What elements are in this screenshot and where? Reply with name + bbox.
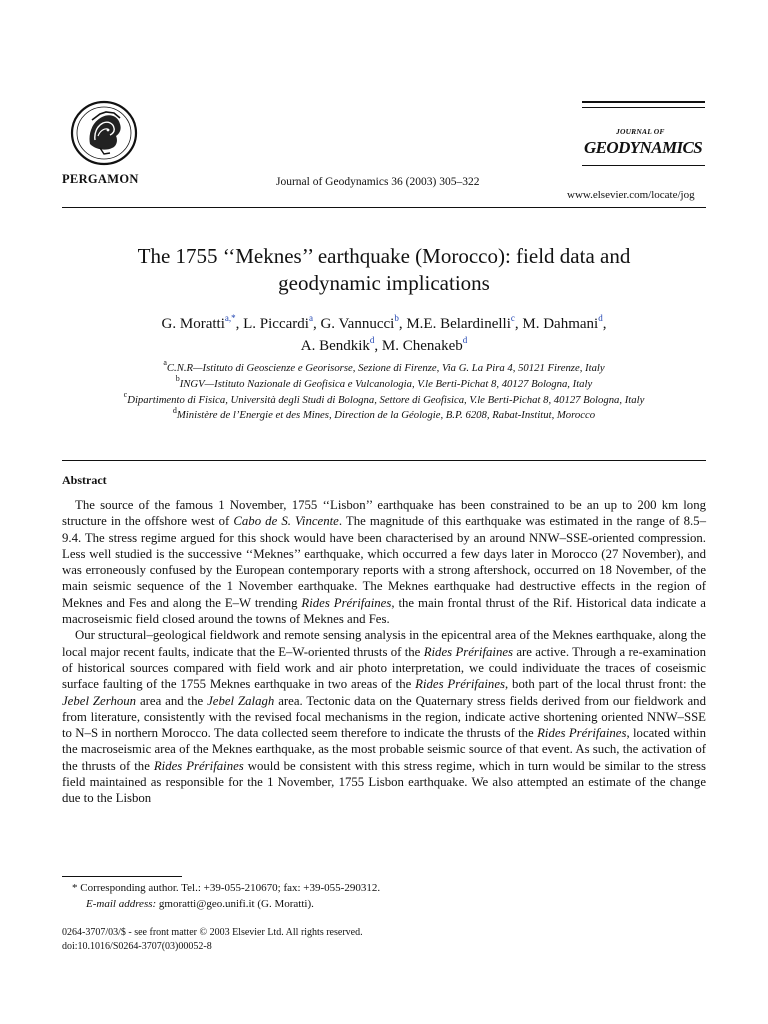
affiliation-item — [62, 390, 706, 409]
email-label: E-mail address: — [86, 898, 157, 910]
abstract-text: The source of the famous 1 November, 1755 ‘‘Lisbon’’ earthquake has been constrained to be an up to 200 km long structure in the offshore west of — [62, 498, 706, 529]
abstract-italic-term: Jebel Zerhoun — [62, 693, 137, 708]
author-name[interactable]: M.E. Belardinelli — [406, 316, 511, 332]
affiliation-item — [62, 358, 706, 377]
author-name[interactable]: L. Piccardi — [243, 316, 309, 332]
abstract-italic-term: Cabo de S. Vincente — [233, 514, 339, 529]
author-affiliation-mark[interactable]: b — [394, 313, 399, 323]
journal-logo-top-rule-thin — [582, 107, 705, 108]
affiliation-key: c — [123, 390, 128, 400]
abstract-paragraph-1 — [62, 497, 706, 627]
publisher-logo-emblem — [70, 100, 138, 166]
affiliation-key: d — [172, 405, 177, 415]
abstract-italic-term: Rides Prérifaines — [415, 677, 505, 692]
abstract-text: area and the — [136, 693, 208, 708]
abstract-italic-term: Rides Prérifaines — [153, 758, 244, 773]
abstract-italic-term: Rides Prérifaines — [301, 595, 392, 610]
author-affiliation-mark[interactable]: a — [308, 313, 313, 323]
affiliation-text: Dipartimento di Fisica, Università degli Studi di Bologna, Settore di Geofisica, V.le Berti-Pichat 8, 40127 Bologna, Italy — [127, 393, 645, 406]
abstract-text: , the main frontal thrust of the Rif. Historical data indicate a macroseismic field closed around the towns of Meknes and Fes. — [62, 595, 706, 627]
footnote — [62, 880, 706, 912]
abstract-divider — [62, 460, 706, 461]
journal-logo-bottom-rule — [582, 165, 705, 166]
article-title — [62, 243, 706, 297]
author-name[interactable]: M. Dahmani — [522, 316, 599, 332]
abstract-text: , both part of the local thrust front: the — [505, 677, 706, 692]
email-note — [62, 896, 706, 912]
abstract-italic-term: Rides Prérifaines — [537, 726, 627, 741]
abstract-italic-term: Jebel Zalagh — [207, 693, 275, 708]
abstract-body — [62, 497, 706, 807]
author-affiliation-mark[interactable]: a,* — [224, 313, 236, 323]
affiliation-text: Ministère de l’Energie et des Mines, Direction de la Géologie, B.P. 6208, Rabat-Institut, Morocco — [176, 409, 596, 422]
article-title-line: geodynamic implications — [278, 271, 490, 295]
abstract-text: area. Tectonic data on the Quaternary stress fields derived from our fieldwork and from literature, consistently with the revised focal mechanisms in the region, indicate active shortening oriented NNW–SSE to N–S in northern Morocco. The data collected seem therefore to indicate the thrusts of the — [62, 693, 706, 741]
journal-citation: Journal of Geodynamics 36 (2003) 305–322 — [276, 176, 480, 188]
journal-logo-name: GEODYNAMICS — [584, 138, 703, 157]
abstract-text: , located within the macroseismic area of the Meknes earthquake, as the most probable seismic source of that event. As such, the activation of the thrusts of the — [62, 726, 706, 773]
author-name[interactable]: G. Vannucci — [320, 316, 395, 332]
author-name[interactable]: M. Chenakeb — [381, 338, 463, 354]
affiliation-text: INGV—Istituto Nazionale di Geofisica e Vulcanologia, V.le Berti-Pichat 8, 40127 Bologna, Italy — [179, 377, 593, 390]
copyright-line: 0264-3707/03/$ - see front matter © 2003 Elsevier Ltd. All rights reserved. — [62, 927, 363, 938]
journal-logo-small-text: JOURNAL OF — [616, 127, 665, 136]
affiliation-item — [62, 405, 706, 424]
author-name[interactable]: A. Bendkik — [300, 338, 370, 354]
author-affiliation-mark[interactable]: d — [462, 335, 468, 345]
abstract-paragraph-2 — [62, 627, 706, 806]
copyright-block — [62, 926, 706, 954]
footnote-divider — [62, 876, 182, 877]
author-affiliation-mark[interactable]: c — [510, 313, 515, 323]
abstract-text: . The magnitude of this earthquake was estimated in the range of 8.5–9.4. The stress regime argued for this shock would have been characterised by an around NNW–SSE-oriented compression. Less well studied is the successive ‘‘Meknes’’ earthquake, which occurred a few days later in Morocco (27 November), and was erroneously confused by the European contemporary reports with a strong aftershock, occurred on 18 November, of the main seismic sequence of the 1 November earthquake. The Meknes earthquake had destructive effects in the region of Meknes and Fes and along the E–W trending — [62, 514, 706, 610]
abstract-text: would be consistent with this stress regime, which in turn would be similar to the stress field maintained as responsible for the 1 November, 1755 Lisbon earthquake. We also attempted an estimate of the change due to the Lisbon — [62, 758, 706, 806]
abstract-heading: Abstract — [62, 473, 107, 487]
journal-logo-top-rule — [582, 101, 705, 103]
affiliation-text: C.N.R—Istituto di Geoscienze e Georisorse, Sezione di Firenze, Via G. La Pira 4, 50121 Firenze, Italy — [166, 362, 605, 374]
article-title-line: The 1755 ‘‘Meknes’’ earthquake (Morocco): field data and — [137, 244, 631, 268]
corresponding-author-note: * Corresponding author. Tel.: +39-055-210670; fax: +39-055-290312. — [72, 882, 381, 894]
doi-link[interactable]: doi:10.1016/S0264-3707(03)00052-8 — [62, 941, 212, 952]
publisher-name: PERGAMON — [62, 172, 139, 186]
affiliation-list — [62, 358, 706, 424]
author-name[interactable]: G. Moratti — [161, 316, 225, 332]
abstract-italic-term: Rides Prérifaines — [423, 644, 514, 659]
email-address-link[interactable]: gmoratti@geo.unifi.it (G. Moratti). — [158, 898, 314, 910]
author-affiliation-mark[interactable]: d — [598, 313, 603, 323]
header-divider — [62, 207, 706, 208]
affiliation-key: b — [175, 374, 180, 384]
abstract-text: Our structural–geological fieldwork and remote sensing analysis in the epicentral area of the Meknes earthquake, along the local major recent faults, indicate that the E–W-oriented thrusts of the — [62, 628, 706, 659]
journal-url-link[interactable]: www.elsevier.com/locate/jog — [567, 189, 695, 201]
affiliation-item — [62, 374, 706, 393]
author-affiliation-mark[interactable]: d — [369, 335, 375, 345]
affiliation-key: a — [163, 358, 167, 368]
abstract-text: are active. Through a re-examination of historical sources compared with field work and air photo interpretation, we could individuate the traces of coseismic surface faulting of the 1755 Meknes earthquake in two areas of the — [62, 644, 706, 692]
author-list: G. Moratti$^{a,*}$, L. Piccardi$^a$, G. Vannucci$^b$, M.E. Belardinelli$^c$, M. Dahmani$^d$, A. Bendkik$^d$, M. Chenakeb$^d$ — [161, 313, 607, 354]
